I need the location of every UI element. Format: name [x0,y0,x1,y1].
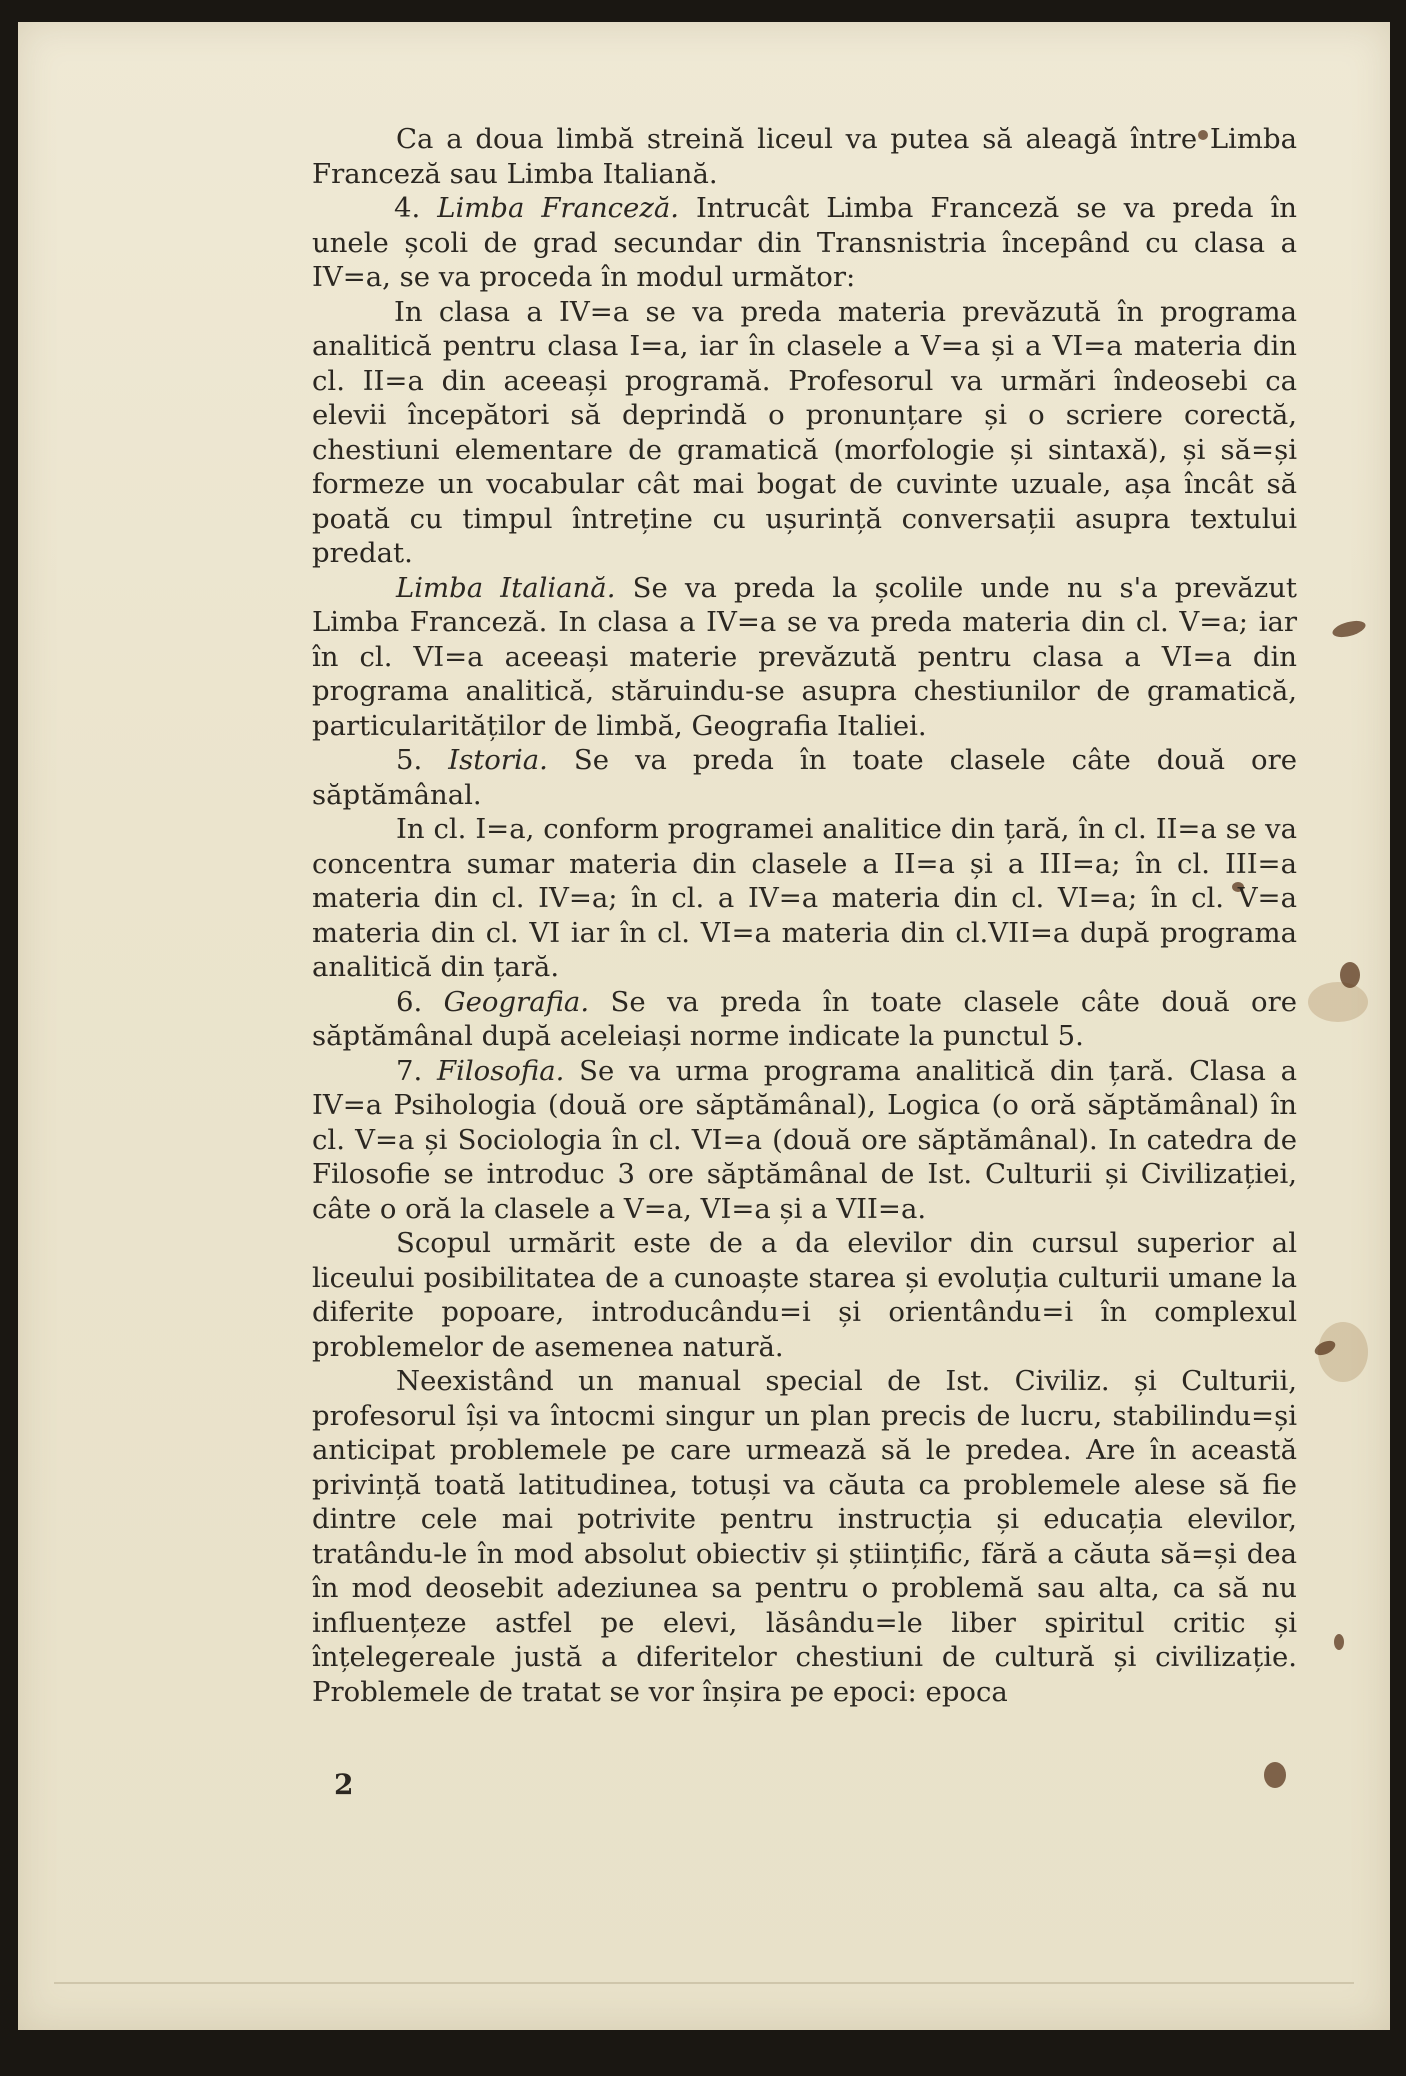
text-run: Se va preda la școlile unde nu s'a prevăzut Limba Franceză. In clasa a IV=a se va preda materia din cl. V=a; iar în cl. VI=a aceeași materie prevăzută pentru clasa a VI=a din programa analitică, stăruindu-se asupra chestiunilor de gramatică, particularităților de limbă, Geografia Italiei. [312,571,1297,742]
text-run: Neexistând un manual special de Ist. Civiliz. și Culturii, profesorul își va întocmi singur un plan precis de lucru, stabilindu=și anticipat problemele pe care urmează să le predea. Are în această privință toată latitudinea, totuși va căuta ca problemele alese să fie dintre cele mai potrivite pentru instrucția și educația elevilor, tratându-le în mod absolut obiectiv și științific, fără a căuta să=și dea în mod deosebit adeziunea sa pentru o problemă sau alta, ca să nu influențeze astfel pe elevi, lăsându=le liber spiritul critic și înțelegereale justă a diferitelor chestiuni de cultură și civilizație. Problemele de tratat se vor înșira pe epoci: epoca [312,1365,1297,1708]
section-heading: Limba Italiană. [396,571,616,604]
text-run: Scopul urmărit este de a da elevilor din cursul superior al liceului posibilitatea de a cunoaște starea și evoluția culturii umane la diferite popoare, introducându=i și orientându=i în complexul problemelor de asemenea natură. [312,1227,1297,1363]
paragraph [312,1226,1297,1364]
section-heading: Istoria. [448,744,548,776]
paragraph [312,743,1297,812]
paragraph [312,295,1297,571]
section-heading: Limba Franceză. [437,192,679,224]
text-run: 6. [396,985,444,1018]
text-run: In clasa a IV=a se va preda materia prevăzută în programa analitică pentru clasa I=a, iar în clasele a V=a și a VI=a materia din cl. II=a din aceeași programă. Profesorul va urmări îndeosebi ca elevii începători să deprindă o pronunțare și o scriere corectă, chestiuni elementare de gramatică (morfologie și sintaxă), și să=și formeze un vocabular cât mai bogat de cuvinte uzuale, așa încât să poată cu timpul întreține cu ușurință conversații asupra textului predat. [312,295,1297,569]
paragraph [312,1364,1297,1709]
page-bottom-edge [54,1982,1354,1984]
paragraph [312,191,1297,295]
paragraph [312,1054,1297,1227]
ink-blot [1331,618,1367,640]
text-run: Intrucât Limba Franceză se va preda în unele școli de grad secundar din Transnistria începând cu clasa a IV=a, se va proceda în modul următor: [312,192,1297,293]
text-run: Se va urma programa analitică din țară. Clasa a IV=a Psihologia (două ore săptămânal), Logica (o oră săptămânal) în cl. V=a și Sociologia în cl. VI=a (două ore săptămânal). In catedra de Filosofie se introduc 3 ore săptămânal de Ist. Culturii și Civilizației, câte o oră la clasele a V=a, VI=a și a VII=a. [312,1054,1297,1225]
text-run: Ca a doua limbă streină liceul va putea să aleagă între Limba Franceză sau Limba Italiană. [312,123,1297,190]
text-run: 5. [396,744,449,776]
ink-blot [1340,962,1360,988]
text-run: Se va preda în toate clasele câte două ore săptămânal după aceleiași norme indicate la punctul 5. [312,985,1297,1052]
section-heading: Filosofia. [436,1054,565,1087]
ink-blot [1264,1762,1286,1788]
paragraph [312,571,1297,744]
ink-blot [1334,1634,1344,1650]
page-number: 2 [334,1768,354,1801]
paragraph [312,985,1297,1054]
paper-stain [1308,982,1368,1022]
paragraph [312,122,1297,191]
text-run: 7. [396,1054,437,1087]
text-run: In cl. I=a, conform programei analitice din țară, în cl. II=a se va concentra sumar materia din clasele a II=a și a III=a; în cl. III=a materia din cl. IV=a; în cl. a IV=a materia din cl. VI=a; în cl. V=a materia din cl. VI iar în cl. VI=a materia din cl.VII=a după programa analitică din țară. [312,813,1297,983]
text-run: Se va preda în toate clasele câte două ore săptămânal. [312,744,1297,811]
paragraph [312,812,1297,985]
document-body [312,122,1297,1709]
text-run: 4. [394,192,438,224]
section-heading: Geografia. [443,985,590,1018]
